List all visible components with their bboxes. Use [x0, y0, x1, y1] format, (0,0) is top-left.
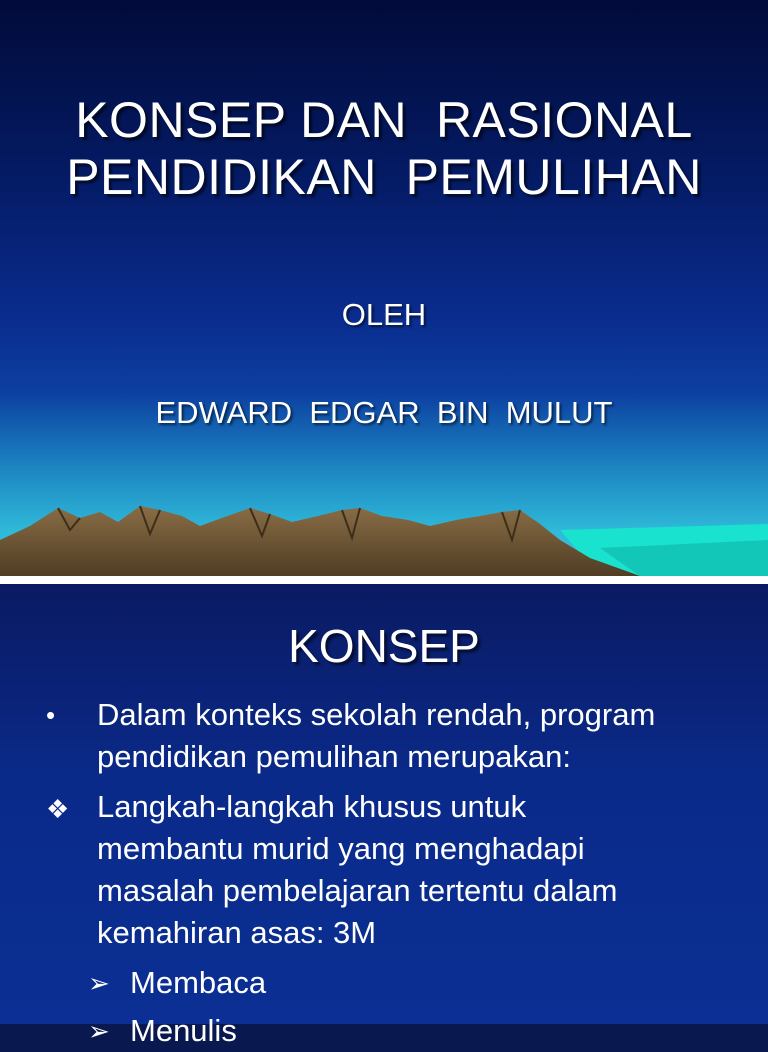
diamond-bullet-icon: ❖	[46, 794, 70, 824]
bullet-text-line: Langkah-langkah khusus untuk	[97, 789, 527, 824]
bullet-text-line: Dalam konteks sekolah rendah, program	[97, 697, 656, 732]
arrow-bullet-icon: ➢	[88, 1016, 110, 1046]
slide-divider	[0, 576, 768, 584]
sub-bullet-item	[0, 962, 768, 1004]
slide-title	[0, 92, 768, 206]
title-line-1: KONSEP DAN RASIONAL	[75, 92, 693, 148]
bullet-list	[0, 694, 768, 1052]
by-label: OLEH	[341, 297, 427, 332]
mountain-landscape-image	[0, 496, 768, 576]
sub-bullet-item	[0, 1010, 768, 1052]
slide-heading: KONSEP	[288, 620, 480, 672]
arrow-bullet-icon: ➢	[88, 968, 110, 998]
bullet-text-line: membantu murid yang menghadapi	[97, 831, 585, 866]
mountain-range-shape	[0, 506, 640, 576]
bullet-text-line: masalah pembelajaran tertentu dalam	[97, 873, 618, 908]
author-name: EDWARD EDGAR BIN MULUT	[155, 395, 613, 430]
bullet-item	[0, 786, 768, 954]
sub-bullet-text: Membaca	[130, 965, 267, 1000]
title-line-2: PENDIDIKAN PEMULIHAN	[66, 149, 702, 205]
bullet-text-line: pendidikan pemulihan merupakan:	[97, 739, 571, 774]
bullet-item	[0, 694, 768, 778]
content-slide	[0, 584, 768, 1048]
bullet-text-line: kemahiran asas: 3M	[97, 915, 377, 950]
bullet-dot-icon: •	[46, 700, 56, 730]
sub-bullet-text: Menulis	[130, 1013, 237, 1048]
